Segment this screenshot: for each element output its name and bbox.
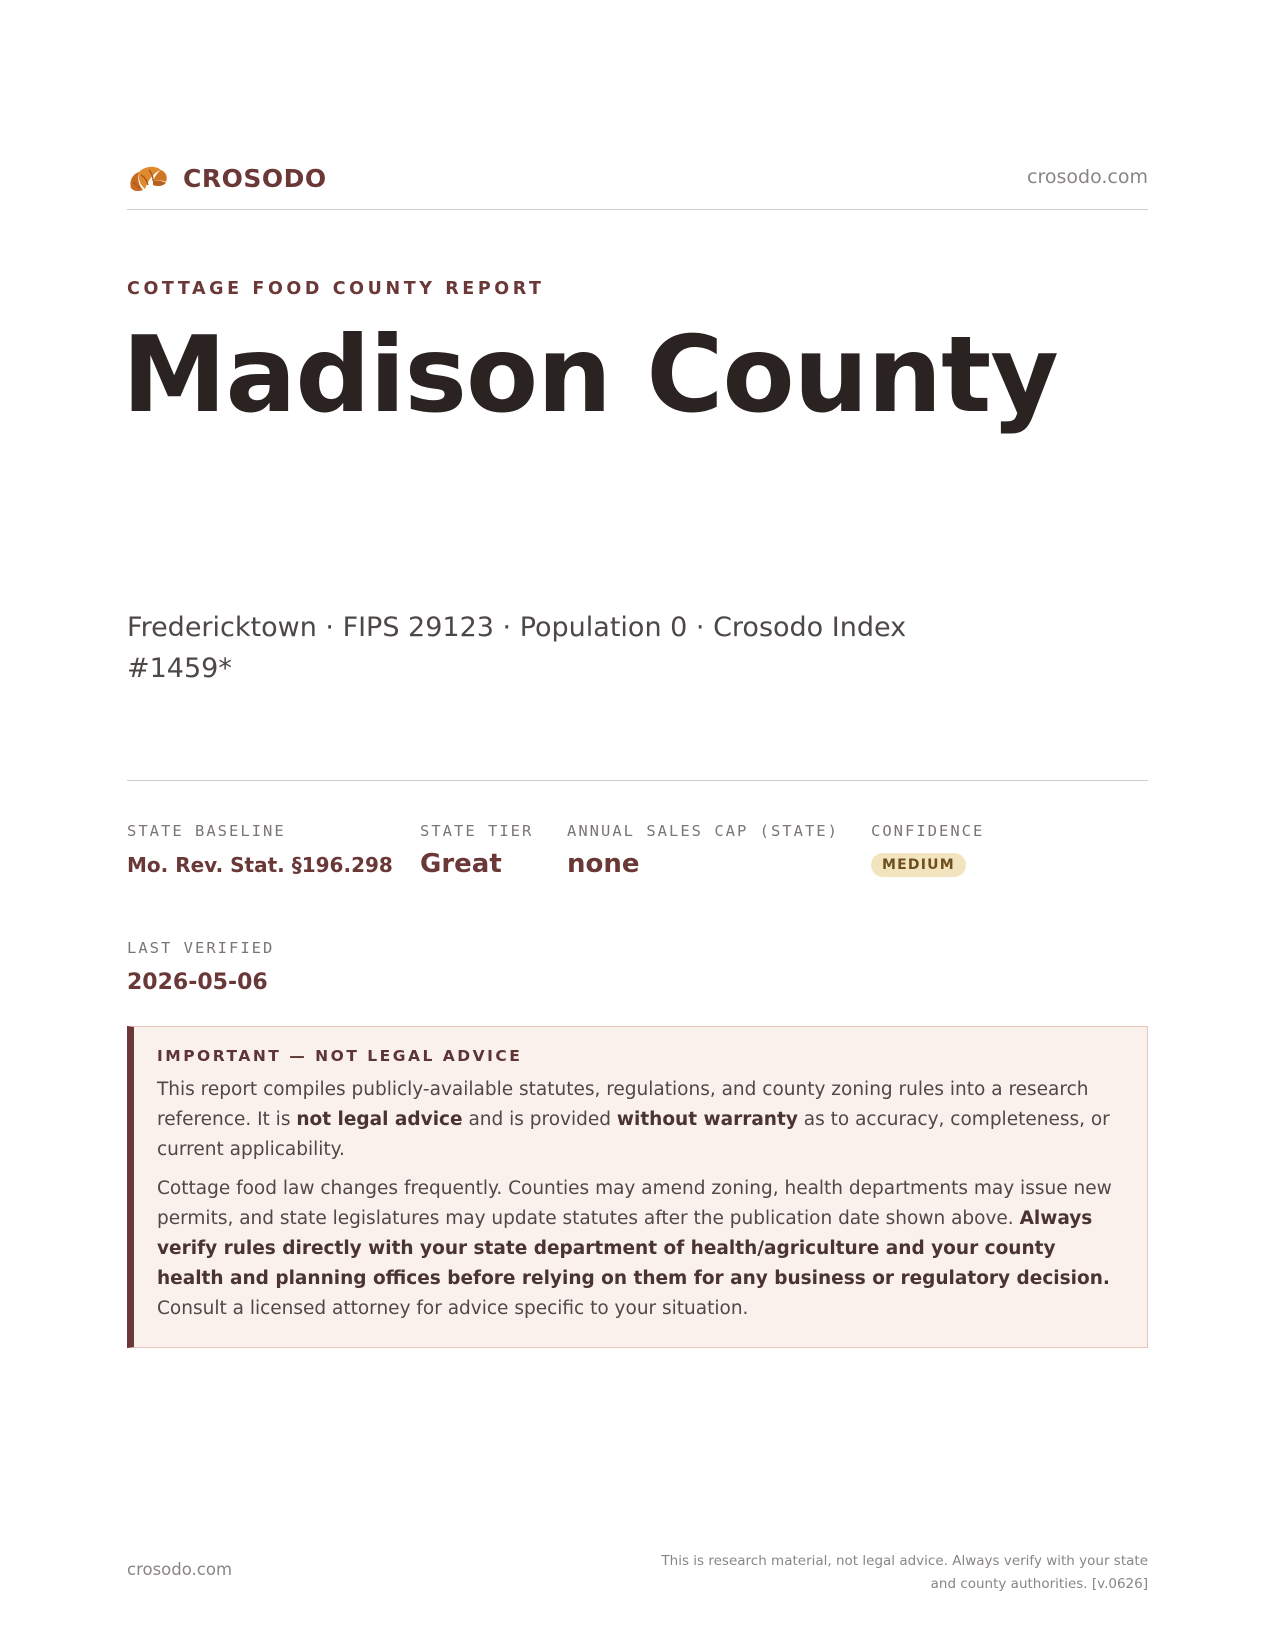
report-eyebrow: COTTAGE FOOD COUNTY REPORT [127,279,545,299]
stat-state-baseline [127,822,393,877]
notice-emphasis: Always verify rules directly with your state department of health/agriculture and your county health and planning offices before relying on them for any business or regulatory decision. [157,1208,1110,1289]
notice-emphasis: without warranty [616,1109,798,1130]
brand [127,158,327,198]
stat-value: Mo. Rev. Stat. §196.298 [127,853,393,877]
page-header [127,158,1148,210]
stat-state-tier [420,822,533,879]
stat-label: LAST VERIFIED [127,939,275,957]
footer-disclaimer-line: This is research material, not legal advice. Always verify with your state [661,1553,1148,1569]
notice-emphasis: not legal advice [296,1109,463,1130]
stat-label: STATE BASELINE [127,822,286,840]
page-title: Madison County [122,314,1058,436]
stat-value: none [567,849,640,879]
notice-text: Cottage food law changes frequently. Counties may amend zoning, health departments may issue new permits, and state legislatures may update statutes after the publication date shown above. [157,1178,1112,1229]
stat-confidence [871,822,984,877]
report-subtitle: Fredericktown · FIPS 29123 · Population 0 · Crosodo Index #1459* [127,612,907,684]
stat-label: ANNUAL SALES CAP (STATE) [567,822,839,840]
stat-value: Great [420,849,502,879]
notice-text: Consult a licensed attorney for advice specific to your situation. [157,1298,749,1319]
footer-url[interactable]: crosodo.com [127,1560,233,1579]
croissant-icon [127,158,169,198]
stat-label: CONFIDENCE [871,822,985,840]
notice-paragraph [157,1174,1125,1324]
stat-value: 2026-05-06 [127,970,268,995]
stat-label: STATE TIER [420,822,534,840]
section-divider [127,780,1148,781]
footer-disclaimer [628,1550,1148,1596]
notice-paragraph [157,1075,1125,1165]
site-url[interactable]: crosodo.com [1027,166,1148,188]
footer-disclaimer-line: and county authorities. [v.0626] [930,1576,1148,1592]
confidence-badge: MEDIUM [871,853,966,877]
stat-last-verified [127,939,274,995]
notice-title: IMPORTANT — NOT LEGAL ADVICE [157,1047,523,1065]
brand-name: CROSODO [183,163,327,193]
legal-notice [127,1026,1148,1348]
notice-text: as to accuracy, completeness, or current applicability. [157,1109,1110,1160]
notice-text: This report compiles publicly-available statutes, regulations, and county zoning rules into a research reference. It is [157,1079,1089,1130]
stat-annual-sales-cap [567,822,839,879]
notice-text: and is provided [462,1109,617,1130]
